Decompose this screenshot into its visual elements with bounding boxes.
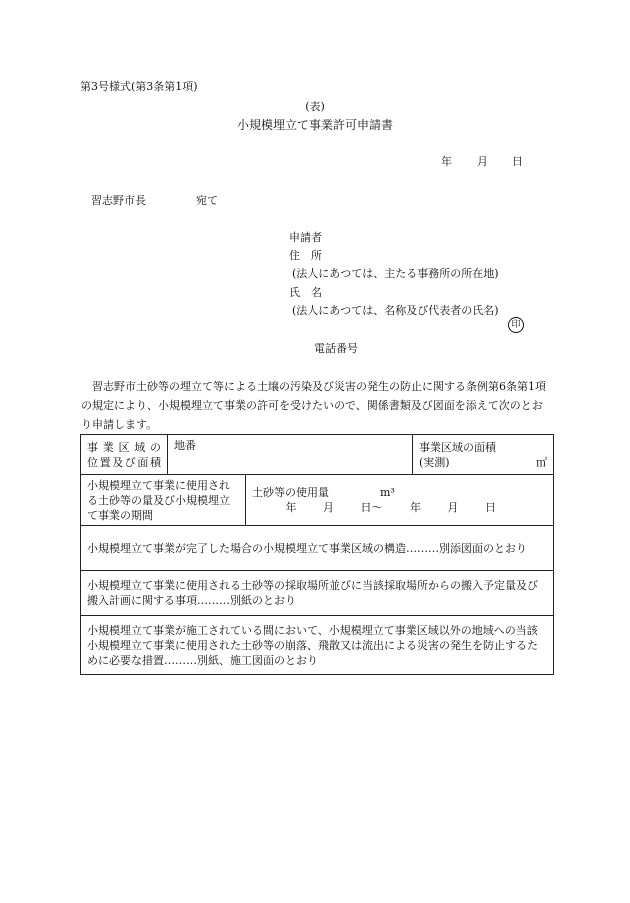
- period-start-day: 日～: [360, 501, 383, 514]
- structure-cell: [81, 526, 554, 571]
- location-label-line2: 位置及び面積: [87, 455, 161, 469]
- source-cell: [81, 571, 554, 616]
- area-unit: ㎡: [536, 455, 547, 469]
- soil-label-cell: [81, 475, 246, 526]
- lot-number-cell[interactable]: [168, 435, 413, 475]
- form-number: 第3号様式(第3条第1項): [80, 80, 198, 93]
- location-label-cell: [81, 435, 168, 475]
- date-day: 日: [512, 155, 523, 168]
- location-label-line1: 事業区域の: [87, 440, 161, 454]
- soil-row: [81, 475, 554, 526]
- soil-amount-cell[interactable]: [246, 475, 554, 526]
- measures-text: 小規模埋立て事業が施工されている間において、小規模埋立て事業区域以外の地域への当該小規模埋立て事業に使用された土砂等の崩落、飛散又は流出による災害の発生を防止するために必要な措置………別紙、施工図面のとおり: [87, 623, 538, 667]
- soil-amount-line: [252, 485, 547, 500]
- applicant-heading: 申請者: [289, 231, 322, 244]
- period-end-month: 月: [447, 501, 459, 514]
- soil-label: 小規模埋立て事業に使用される土砂等の量及び小規模埋立て事業の期間: [87, 478, 230, 522]
- measures-row: [81, 616, 554, 675]
- applicant-name-label: 氏 名: [289, 286, 322, 299]
- intro-text: 習志野市土砂等の埋立て等による土壌の汚染及び災害の発生の防止に関する条例第6条第1項の規定により、小規模埋立て事業の許可を受けたいので、関係書類及び図面を添えて次のとおり申請します。: [81, 380, 546, 431]
- addressee-suffix: 宛て: [196, 194, 218, 207]
- phone-label: 電話番号: [314, 342, 358, 355]
- applicant-address-label: 住 所: [289, 249, 322, 262]
- source-text: 小規模埋立て事業に使用される土砂等の採取場所並びに当該採取場所からの搬入予定量及び搬入計画に関する事項………別紙のとおり: [87, 579, 538, 607]
- application-table: [80, 434, 554, 675]
- area-label-line2: (実測): [419, 455, 450, 469]
- project-period-line: [252, 500, 547, 515]
- source-row: [81, 571, 554, 616]
- lot-number-label: 地番: [174, 439, 196, 452]
- form-side-label: (表): [305, 100, 325, 113]
- area-cell[interactable]: [413, 435, 554, 475]
- addressee-name: 習志野市長: [91, 194, 146, 207]
- area-label-line1: 事業区域の面積: [419, 440, 496, 454]
- date-month: 月: [477, 155, 488, 168]
- form-title: 小規模埋立て事業許可申請書: [236, 118, 393, 132]
- applicant-name-note: (法人にあつては、名称及び代表者の氏名): [292, 304, 499, 317]
- applicant-address-note: (法人にあつては、主たる事務所の所在地): [292, 267, 499, 280]
- period-start-month: 月: [323, 501, 334, 514]
- seal-mark: 印: [508, 317, 524, 333]
- area-label-row: [419, 455, 547, 470]
- soil-amount-unit: m³: [380, 486, 395, 499]
- date-year: 年: [441, 155, 452, 168]
- measures-cell: [81, 616, 554, 675]
- location-row: [81, 435, 554, 475]
- soil-amount-label: 土砂等の使用量: [252, 486, 329, 499]
- period-end-year: 年: [410, 501, 421, 514]
- structure-text: 小規模埋立て事業が完了した場合の小規模埋立て事業区域の構造………別添図面のとおり: [87, 541, 527, 555]
- structure-row: [81, 526, 554, 571]
- period-end-day: 日: [485, 501, 496, 514]
- period-start-year: 年: [285, 501, 297, 514]
- intro-paragraph: [81, 377, 553, 434]
